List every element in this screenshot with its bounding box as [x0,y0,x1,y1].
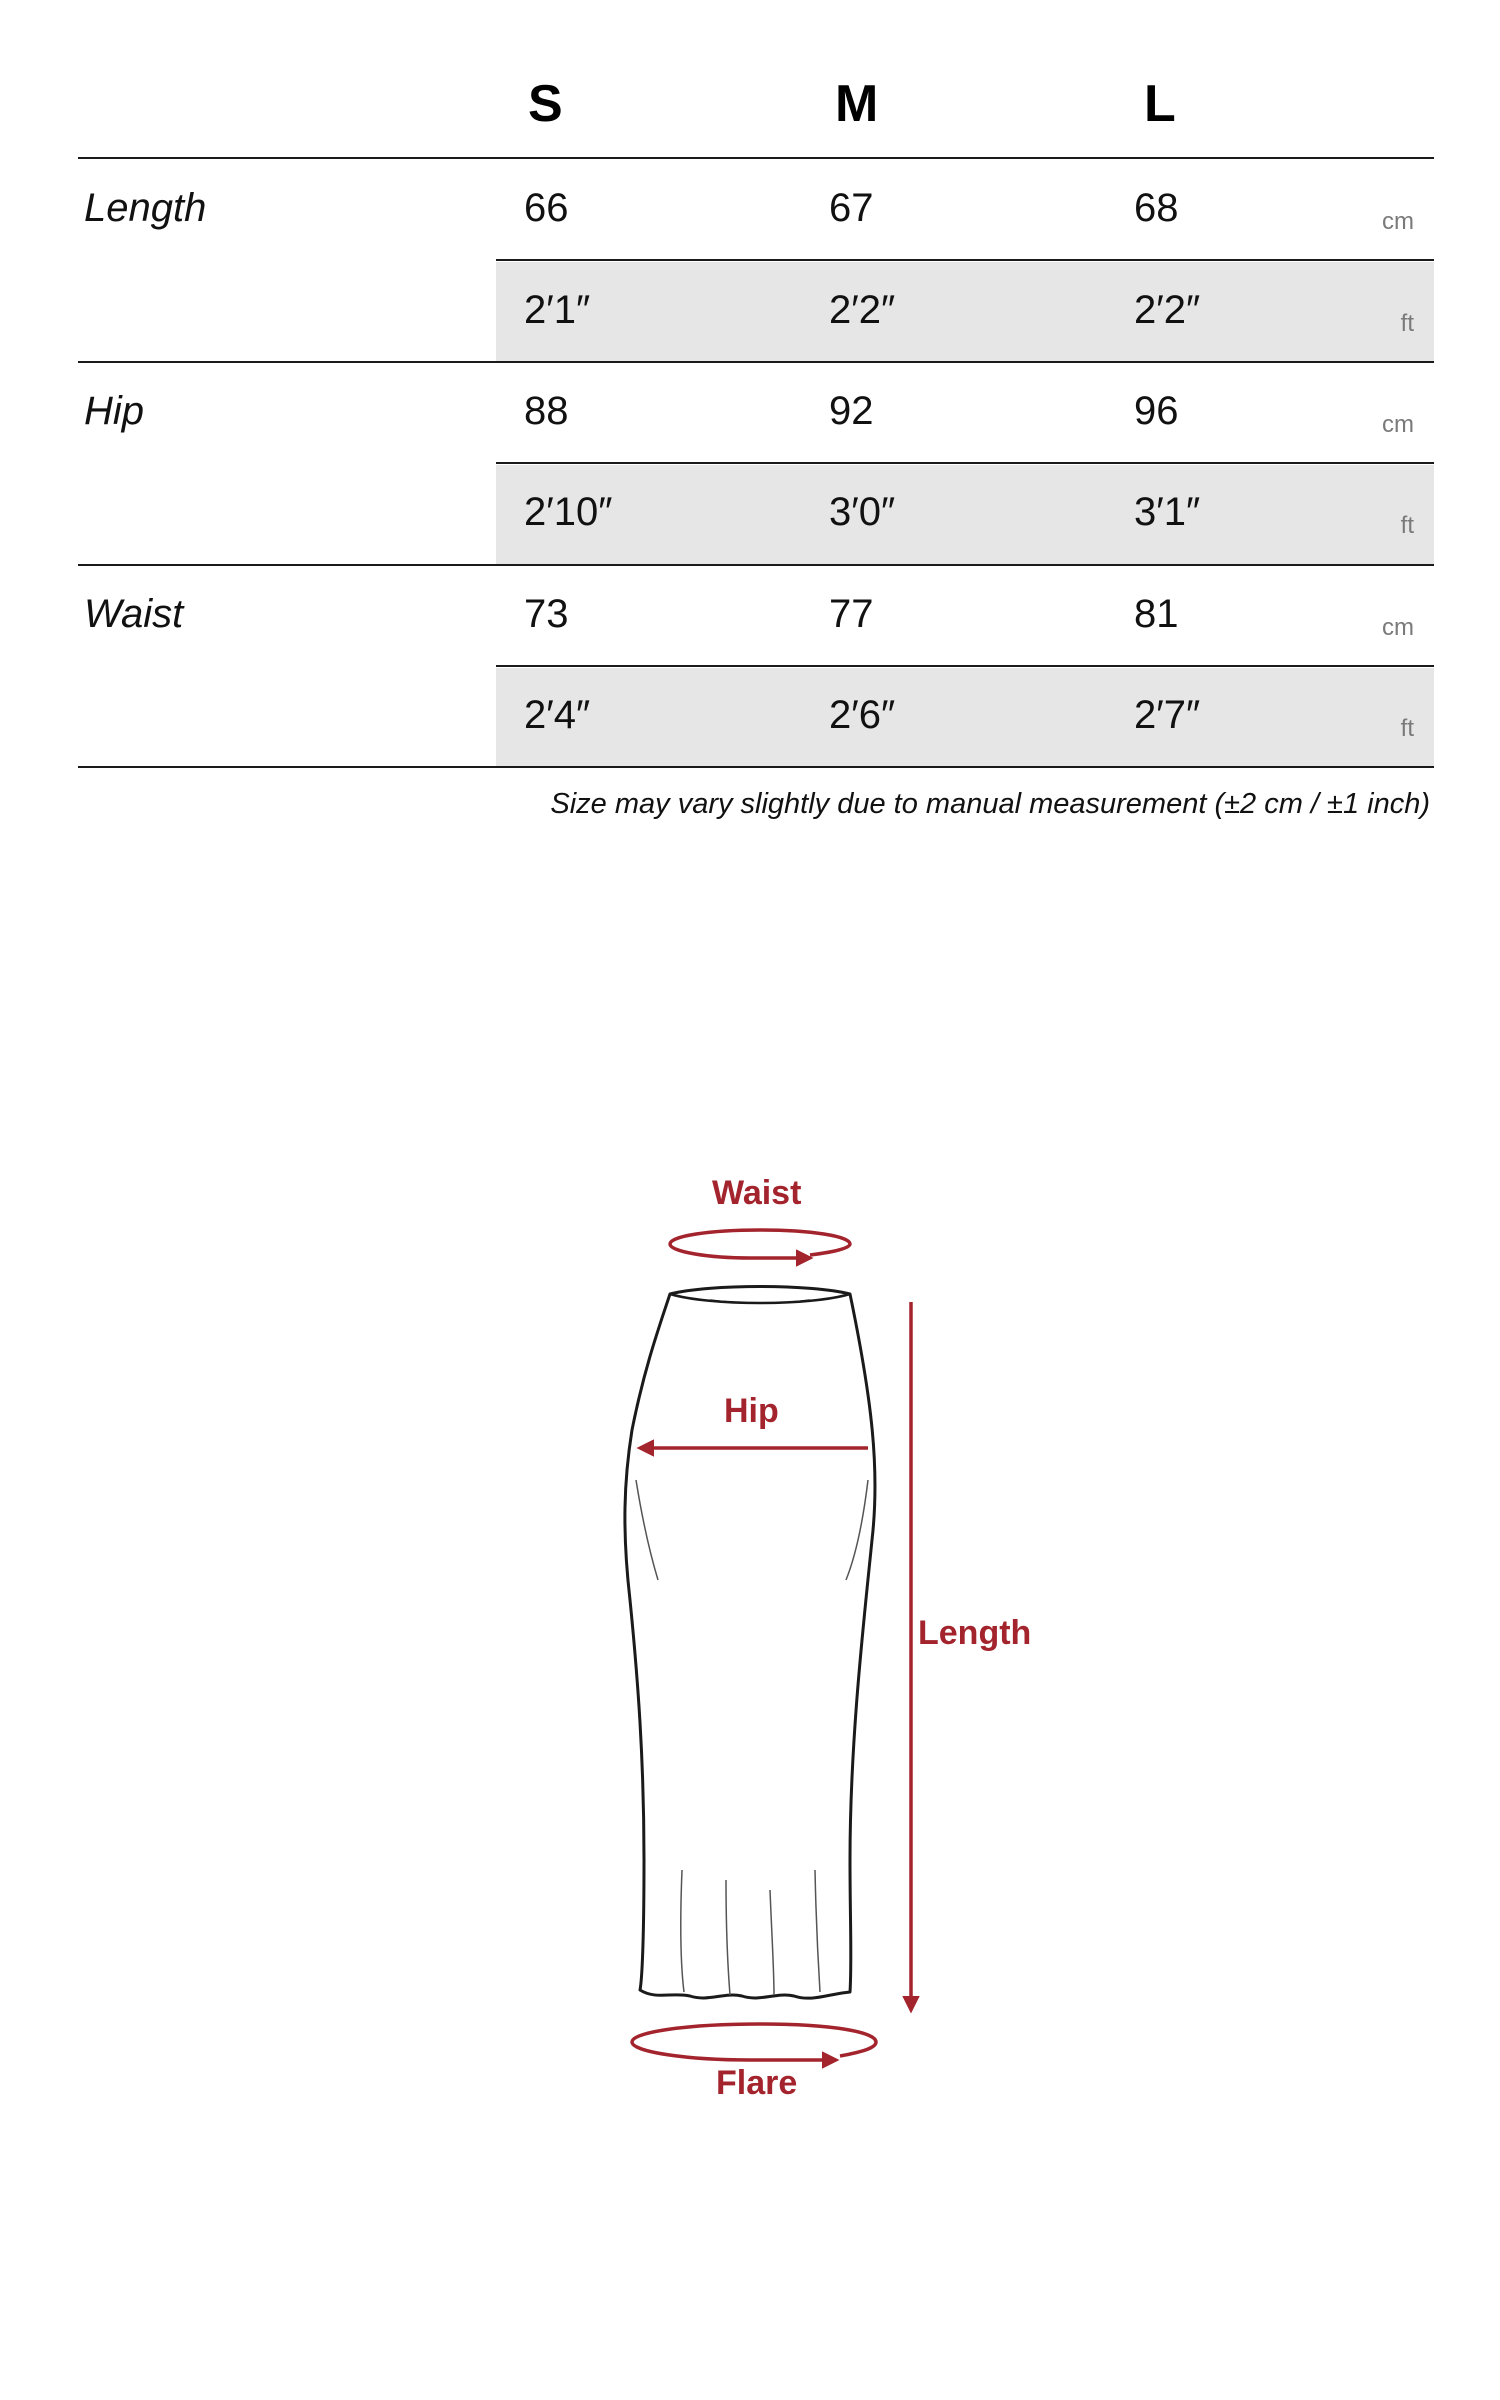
ft-row-band-waist [496,668,1434,768]
table-rule [496,665,1434,667]
row-label-length: Length [84,186,207,230]
table-rule [496,259,1434,261]
length-cm-l: 68 [1134,186,1179,230]
table-rule [78,157,1434,159]
size-header-s: S [528,75,563,133]
length-ft-m: 2′2″ [829,288,896,332]
size-header-l: L [1144,75,1176,133]
table-rule [78,564,1434,566]
unit-cm: cm [1382,208,1414,235]
unit-cm: cm [1382,614,1414,641]
hip-ft-l: 3′1″ [1134,490,1201,534]
hip-label: Hip [724,1392,779,1430]
length-ft-l: 2′2″ [1134,288,1201,332]
waist-arrow [670,1230,850,1258]
hip-ft-m: 3′0″ [829,490,896,534]
measurement-note: Size may vary slightly due to manual measurement (±2 cm / ±1 inch) [550,788,1430,820]
length-ft-s: 2′1″ [524,288,591,332]
waist-ft-l: 2′7″ [1134,693,1201,737]
flare-arrow [632,2024,876,2060]
unit-ft: ft [1400,715,1414,742]
ft-row-band-length [496,262,1434,362]
hip-cm-l: 96 [1134,389,1179,433]
waist-label: Waist [712,1174,802,1212]
unit-ft: ft [1400,310,1414,337]
waist-cm-l: 81 [1134,592,1179,636]
length-cm-s: 66 [524,186,569,230]
hip-cm-m: 92 [829,389,874,433]
length-label: Length [918,1614,1032,1652]
waist-ft-s: 2′4″ [524,693,591,737]
hip-cm-s: 88 [524,389,569,433]
unit-ft: ft [1400,512,1414,539]
waist-cm-s: 73 [524,592,569,636]
table-rule [496,462,1434,464]
length-cm-m: 67 [829,186,874,230]
row-label-waist: Waist [84,592,184,636]
unit-cm: cm [1382,411,1414,438]
size-header-m: M [835,75,879,133]
size-chart-table [78,0,1434,820]
waist-cm-m: 77 [829,592,874,636]
table-rule [78,361,1434,363]
hip-ft-s: 2′10″ [524,490,613,534]
skirt-measurement-diagram [600,1174,1060,2102]
flare-label: Flare [716,2064,798,2102]
waist-ft-m: 2′6″ [829,693,896,737]
ft-row-band-hip [496,465,1434,565]
table-rule [78,766,1434,768]
row-label-hip: Hip [84,389,145,433]
